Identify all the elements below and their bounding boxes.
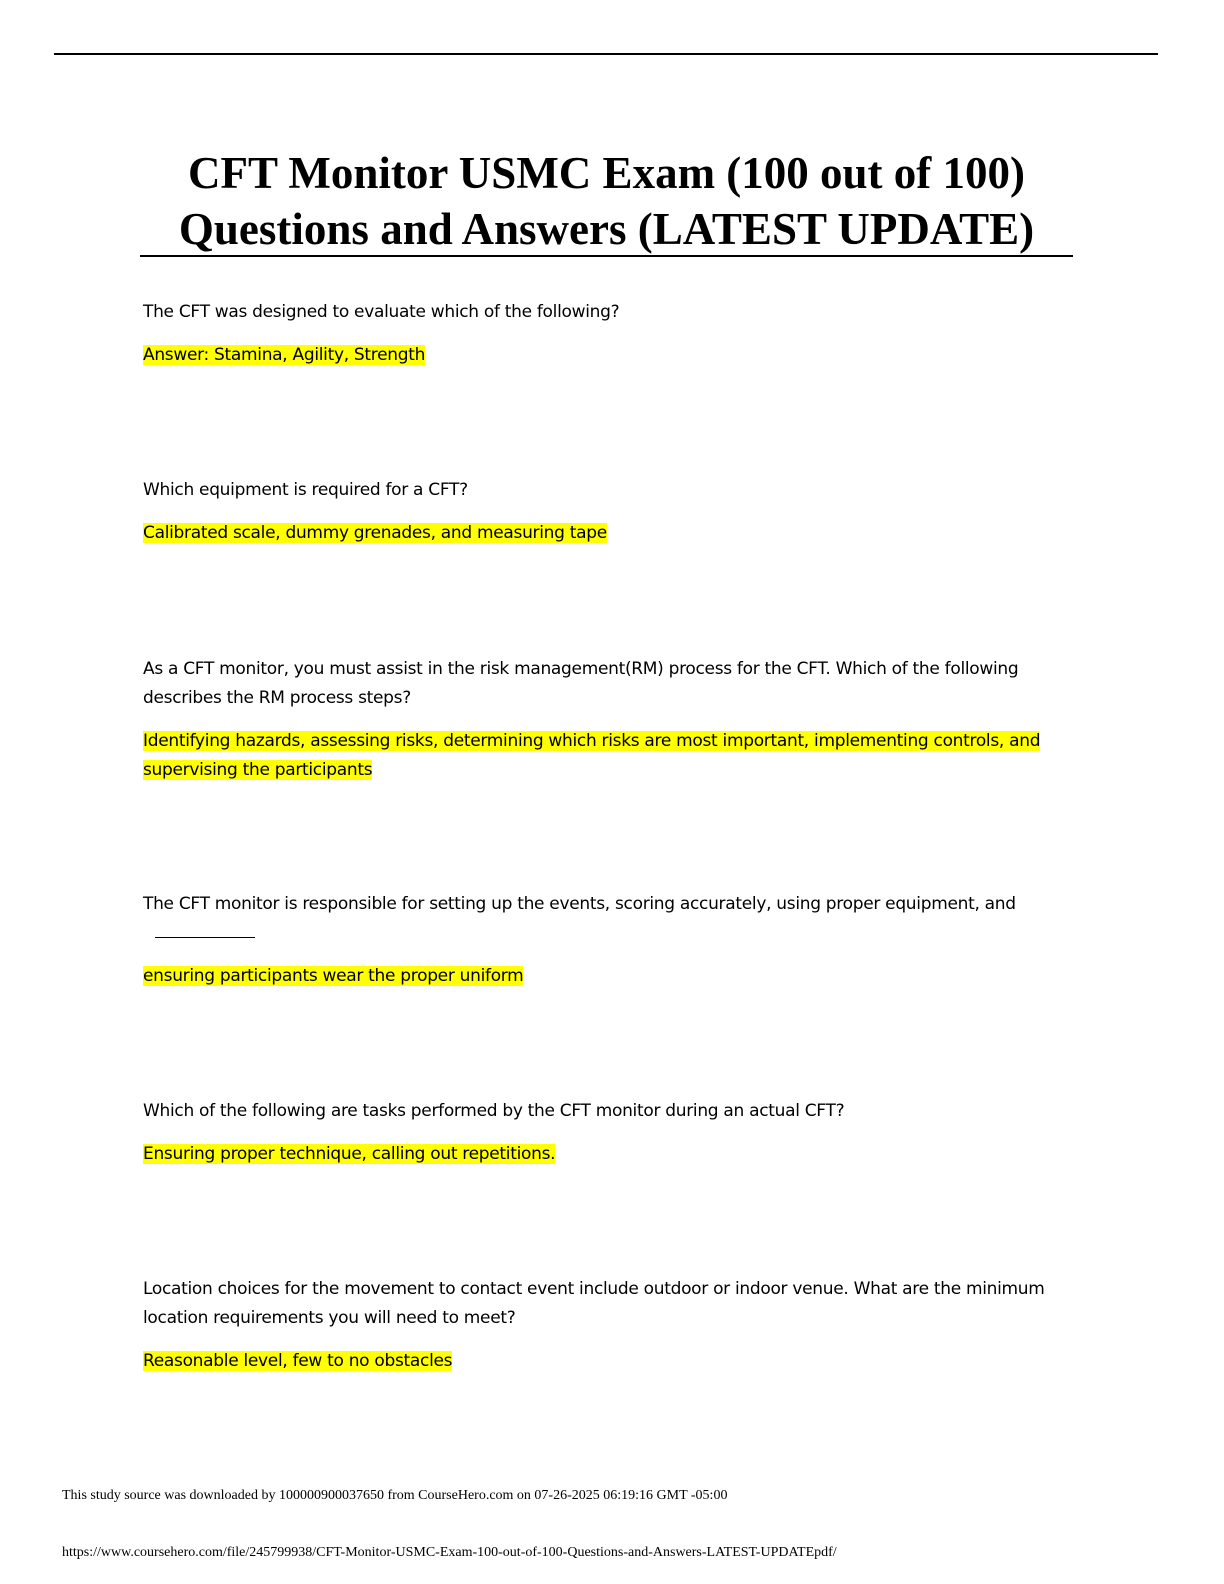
answer-text — [143, 519, 1083, 548]
answer-text — [143, 1140, 1083, 1169]
source-url-link[interactable]: https://www.coursehero.com/file/245799938/CFT-Monitor-USMC-Exam-100-out-of-100-Questions-and-Answers-LATEST-UPDATEpdf/ — [62, 1545, 837, 1560]
qa-item-4 — [143, 890, 1083, 991]
question-text — [143, 890, 1083, 948]
qa-item-3 — [143, 655, 1083, 785]
qa-item-6 — [143, 1275, 1083, 1376]
answer-highlight: Calibrated scale, dummy grenades, and measuring tape — [143, 523, 607, 543]
answer-highlight: Ensuring proper technique, calling out repetitions. — [143, 1144, 556, 1164]
question-text-content: The CFT monitor is responsible for setting up the events, scoring accurately, using proper equipment, and — [143, 894, 1016, 914]
answer-highlight: Identifying hazards, assessing risks, determining which risks are most important, implementing controls, and supervising the participants — [143, 731, 1041, 780]
answer-text — [143, 962, 1083, 991]
qa-item-2 — [143, 476, 1083, 548]
question-text: The CFT was designed to evaluate which of the following? — [143, 302, 620, 322]
qa-item-1 — [143, 298, 1083, 370]
top-rule — [54, 53, 1158, 55]
answer-highlight: Answer: Stamina, Agility, Strength — [143, 345, 426, 365]
answer-text — [143, 341, 1083, 370]
download-notice: This study source was downloaded by 100000900037650 from CourseHero.com on 07-26-2025 06:19:16 GMT -05:00 — [62, 1488, 728, 1503]
question-text: Which of the following are tasks performed by the CFT monitor during an actual CFT? — [143, 1101, 845, 1121]
answer-highlight: Reasonable level, few to no obstacles — [143, 1351, 453, 1371]
question-text: Location choices for the movement to contact event include outdoor or indoor venue. What are the minimum location requirements you will need to meet? — [143, 1279, 1045, 1328]
question-text: Which equipment is required for a CFT? — [143, 480, 468, 500]
answer-highlight: ensuring participants wear the proper uniform — [143, 966, 524, 986]
fill-in-blank — [155, 919, 255, 938]
title-line-1: CFT Monitor USMC Exam (100 out of 100) — [187, 148, 1026, 198]
answer-text — [143, 1347, 1083, 1376]
title-underline — [140, 255, 1073, 257]
question-text: As a CFT monitor, you must assist in the risk management(RM) process for the CFT. Which of the following describes the RM process steps? — [143, 659, 1019, 708]
document-title — [140, 145, 1073, 257]
title-line-2: Questions and Answers (LATEST UPDATE) — [178, 204, 1035, 254]
answer-text — [143, 727, 1083, 785]
qa-item-5 — [143, 1097, 1083, 1169]
